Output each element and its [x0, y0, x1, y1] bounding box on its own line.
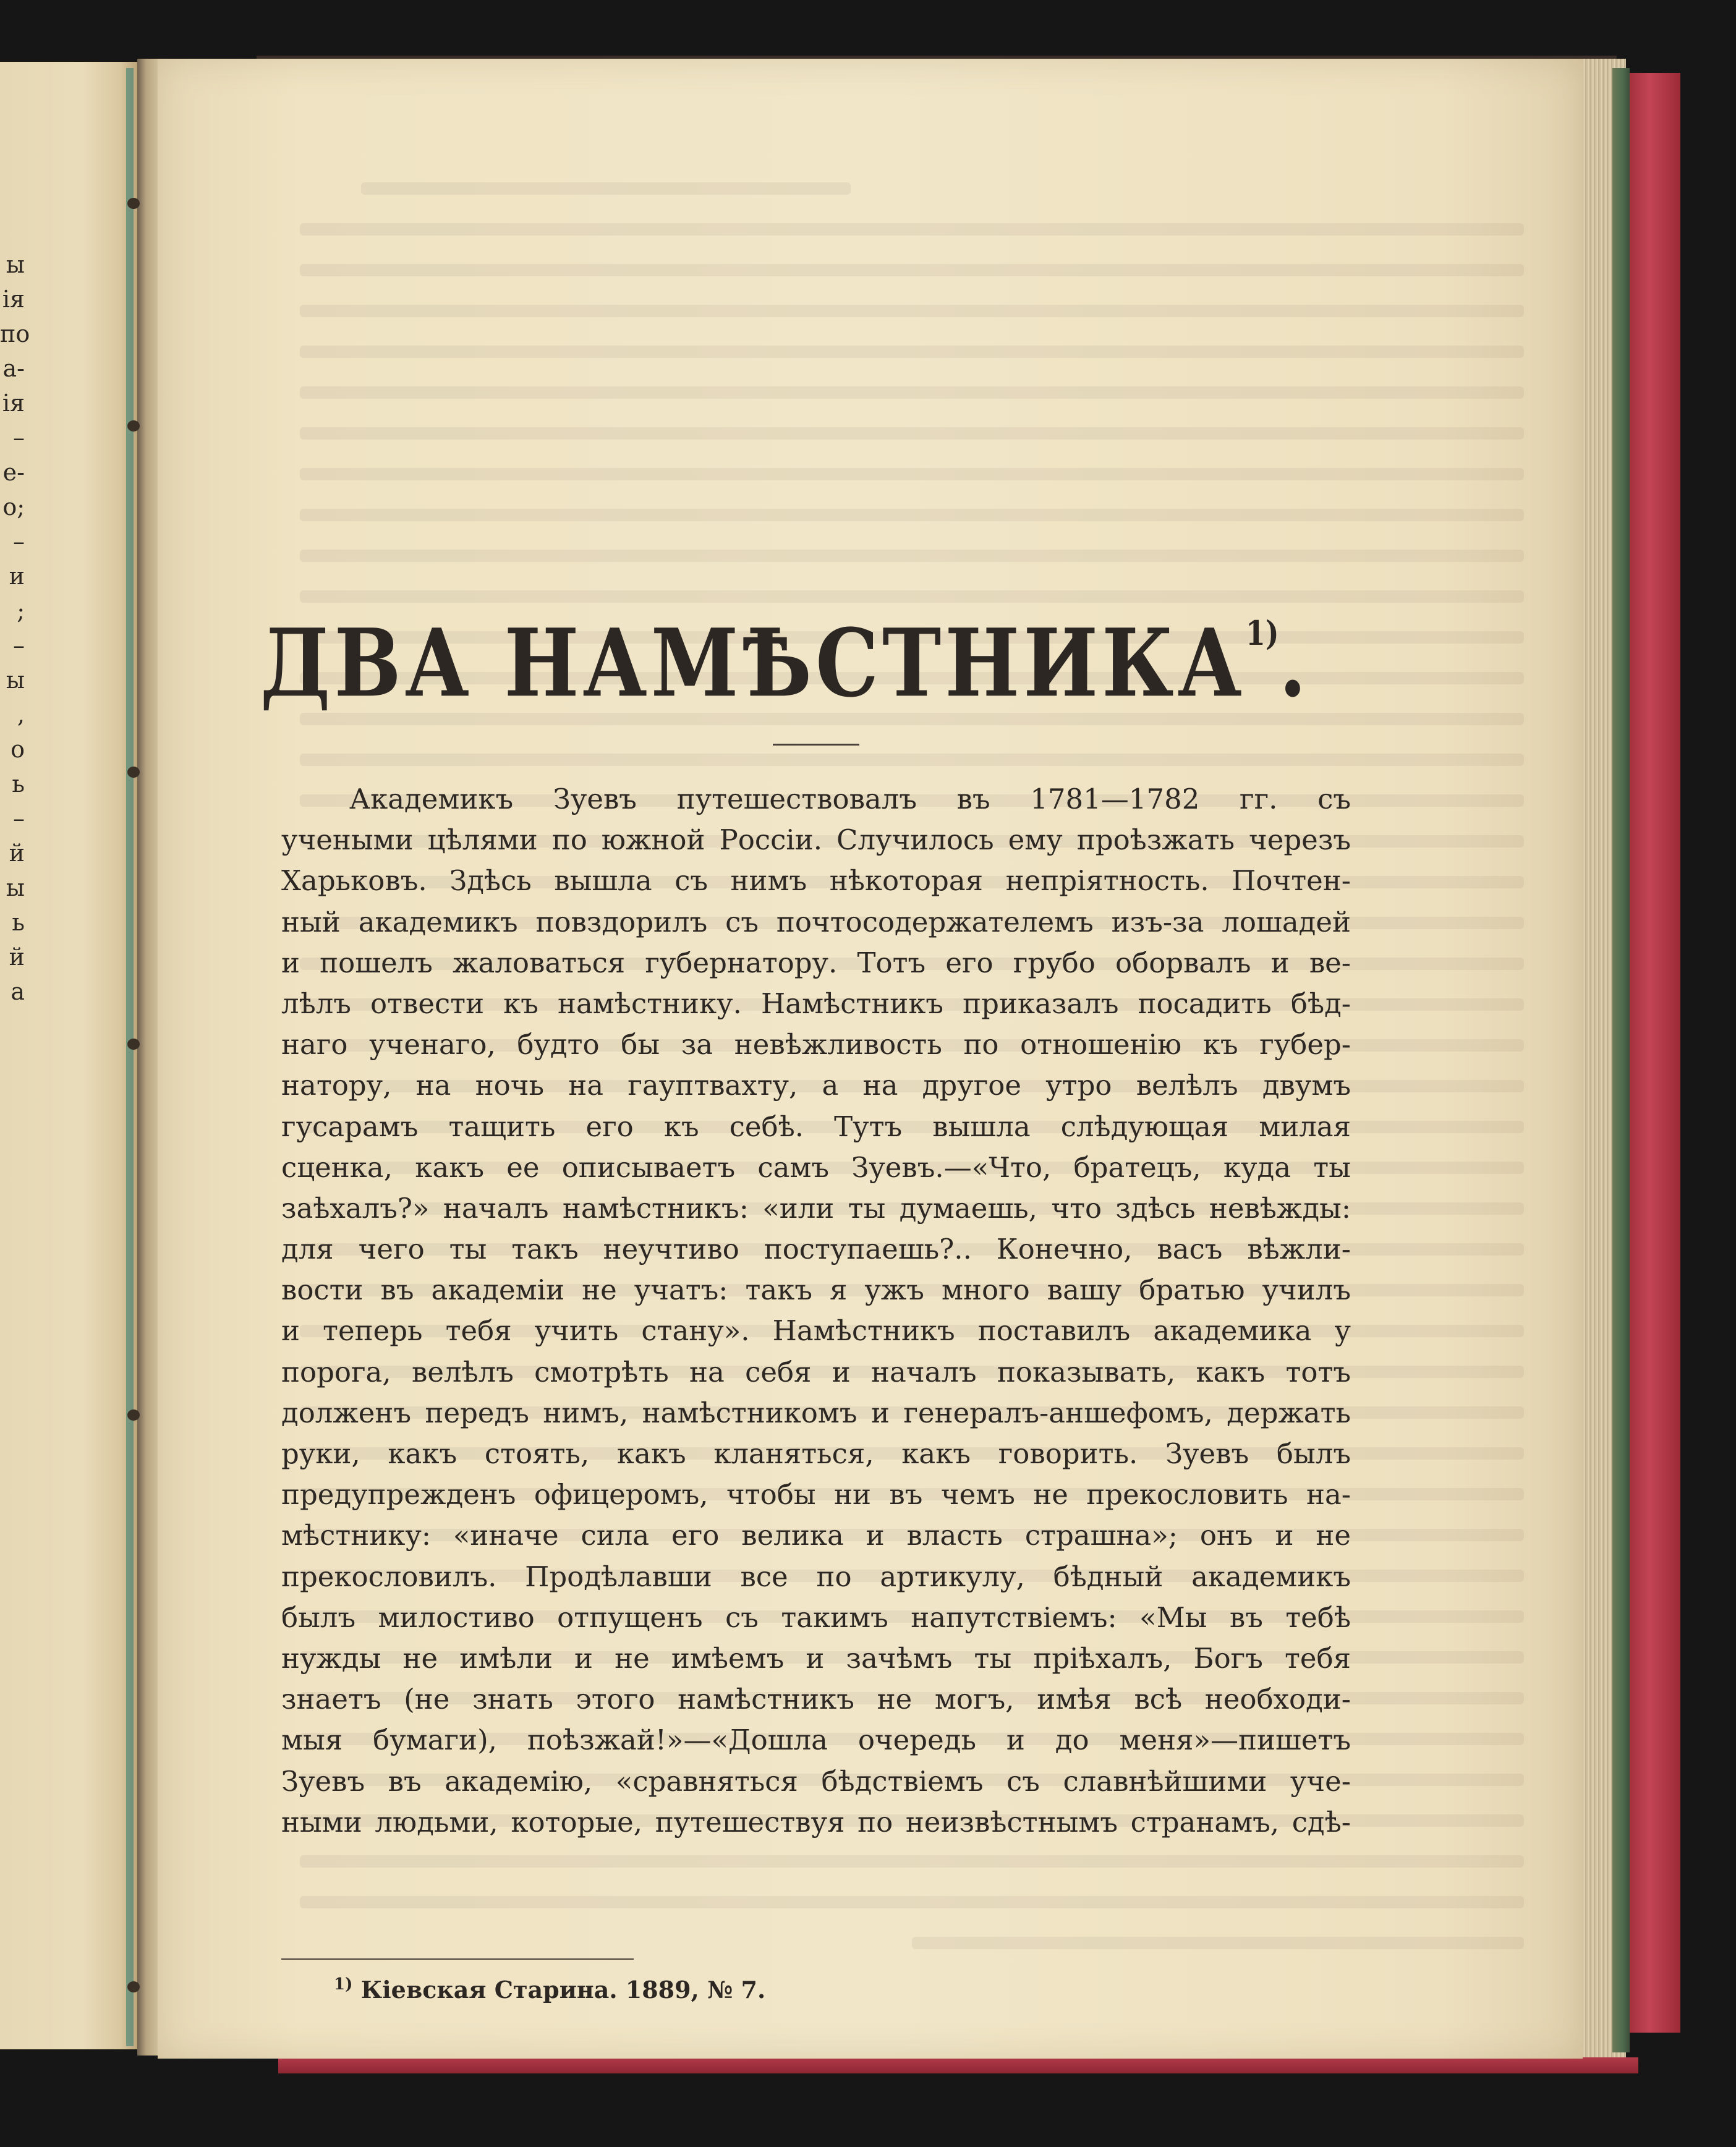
body-line: Харьковъ. Здѣсь вышла съ нимъ нѣкоторая непріятность. Почтен- [281, 864, 1351, 898]
previous-page-fragment: ы [6, 251, 25, 278]
stitch-mark [127, 1409, 140, 1421]
stitch-mark [127, 767, 140, 778]
body-line: лѣлъ отвести къ намѣстнику. Намѣстникъ приказалъ посадить бѣд- [281, 987, 1351, 1020]
previous-page-fragment: – [13, 424, 25, 451]
previous-page-fragment: о [11, 736, 25, 763]
body-line: ными людьми, которые, путешествуя по неизвѣстнымъ странамъ, сдѣ- [281, 1805, 1351, 1839]
footnote-mark: 1) [334, 1975, 353, 1994]
body-line: натору, на ночь на гауптвахту, а на другое утро велѣлъ двумъ [281, 1069, 1351, 1102]
article-body [281, 779, 1351, 1843]
previous-page-fragment: е- [2, 459, 25, 486]
body-line: мѣстнику: «иначе сила его велика и власть страшна»; онъ и не [281, 1519, 1351, 1552]
stitch-mark [127, 198, 140, 209]
book-cover-bottom [278, 2057, 1638, 2073]
previous-page-fragment: – [13, 805, 25, 832]
previous-page-fragment: й [9, 840, 25, 867]
stitch-mark [127, 420, 140, 432]
body-line: наго ученаго, будто бы за невѣжливость по отношенію къ губер- [281, 1028, 1351, 1061]
title-divider [773, 744, 859, 746]
previous-page-fragment: а- [2, 355, 25, 382]
body-line: для чего ты такъ неучтиво поступаешь?.. Конечно, васъ вѣжли- [281, 1233, 1351, 1266]
previous-page-fragment: ы [6, 666, 25, 694]
previous-page-edge [0, 62, 137, 2049]
body-line: знаетъ (не знать этого намѣстникъ не могъ, имѣя всѣ необходи- [281, 1683, 1351, 1716]
stitch-mark [127, 1039, 140, 1050]
title-period: . [1279, 609, 1311, 718]
previous-page-fragment: ія [2, 286, 25, 313]
body-line: и пошелъ жаловаться губернатору. Тотъ его грубо оборвалъ и ве- [281, 946, 1351, 979]
body-line: учеными цѣлями по южной Россіи. Случилось ему проѣзжать черезъ [281, 823, 1351, 857]
previous-page-text-fragments [0, 247, 28, 1009]
article-title [260, 609, 1311, 718]
body-line: ный академикъ повздорилъ съ почтосодержателемъ изъ-за лошадей [281, 905, 1351, 938]
page-stack-shadow [1612, 68, 1630, 2052]
body-line: предупрежденъ офицеромъ, чтобы ни въ чемъ не прекословить на- [281, 1478, 1351, 1511]
previous-page-fragment: – [13, 528, 25, 555]
stitch-mark [127, 1981, 140, 1992]
footnote [334, 1975, 765, 2004]
previous-page-fragment: ь [12, 770, 25, 797]
footnote-divider [281, 1958, 634, 1960]
previous-page-fragment: о; [2, 493, 25, 521]
previous-page-fragment: ія [2, 389, 25, 417]
body-line: заѣхалъ?» началъ намѣстникъ: «или ты думаешь, что здѣсь невѣжды: [281, 1191, 1351, 1225]
body-line: руки, какъ стоять, какъ кланяться, какъ говорить. Зуевъ былъ [281, 1437, 1351, 1470]
body-line: нужды не имѣли и не имѣемъ и зачѣмъ ты пріѣхалъ, Богъ тебя [281, 1641, 1351, 1675]
title-text: ДВА НАМѢСТНИКА [260, 609, 1246, 718]
body-line: долженъ передъ нимъ, намѣстникомъ и генералъ-аншефомъ, держать [281, 1396, 1351, 1429]
body-line: мыя бумаги), поѣзжай!»—«Дошла очередь и до меня»—пишетъ [281, 1724, 1351, 1757]
previous-page-fragment: ; [17, 597, 25, 624]
previous-page-fragment: ь [12, 909, 25, 936]
body-line: сценка, какъ ее описываетъ самъ Зуевъ.—«Что, братецъ, куда ты [281, 1150, 1351, 1184]
body-line: прекословилъ. Продѣлавши все по артикулу, бѣдный академикъ [281, 1560, 1351, 1593]
previous-page-fragment: и [9, 563, 25, 590]
body-line: Зуевъ въ академію, «сравняться бѣдствіемъ съ славнѣйшими уче- [281, 1764, 1351, 1798]
previous-page-fragment: , [17, 701, 25, 728]
previous-page-fragment: а [11, 978, 25, 1005]
body-line: порога, велѣлъ смотрѣть на себя и началъ показывать, какъ тотъ [281, 1355, 1351, 1388]
body-line: гусарамъ тащить его къ себѣ. Тутъ вышла слѣдующая милая [281, 1110, 1351, 1143]
title-footnote-mark: 1) [1245, 613, 1279, 653]
previous-page-fragment: по [0, 320, 30, 347]
spine-binding [126, 68, 134, 2046]
body-line: былъ милостиво отпущенъ съ такимъ напутствіемъ: «Мы въ тебѣ [281, 1601, 1351, 1634]
body-line: и теперь тебя учить стану». Намѣстникъ поставилъ академика у [281, 1314, 1351, 1348]
footnote-text: Кіевская Старина. 1889, № 7. [360, 1976, 766, 2004]
previous-page-fragment: ы [6, 874, 25, 901]
body-line: вости въ академіи не учатъ: такъ я ужъ много вашу братью училъ [281, 1273, 1351, 1307]
book-cover-red [1630, 73, 1680, 2033]
previous-page-fragment: – [13, 632, 25, 659]
previous-page-fragment: й [9, 943, 25, 971]
body-line: Академикъ Зуевъ путешествовалъ въ 1781—1782 гг. съ [349, 783, 1351, 815]
